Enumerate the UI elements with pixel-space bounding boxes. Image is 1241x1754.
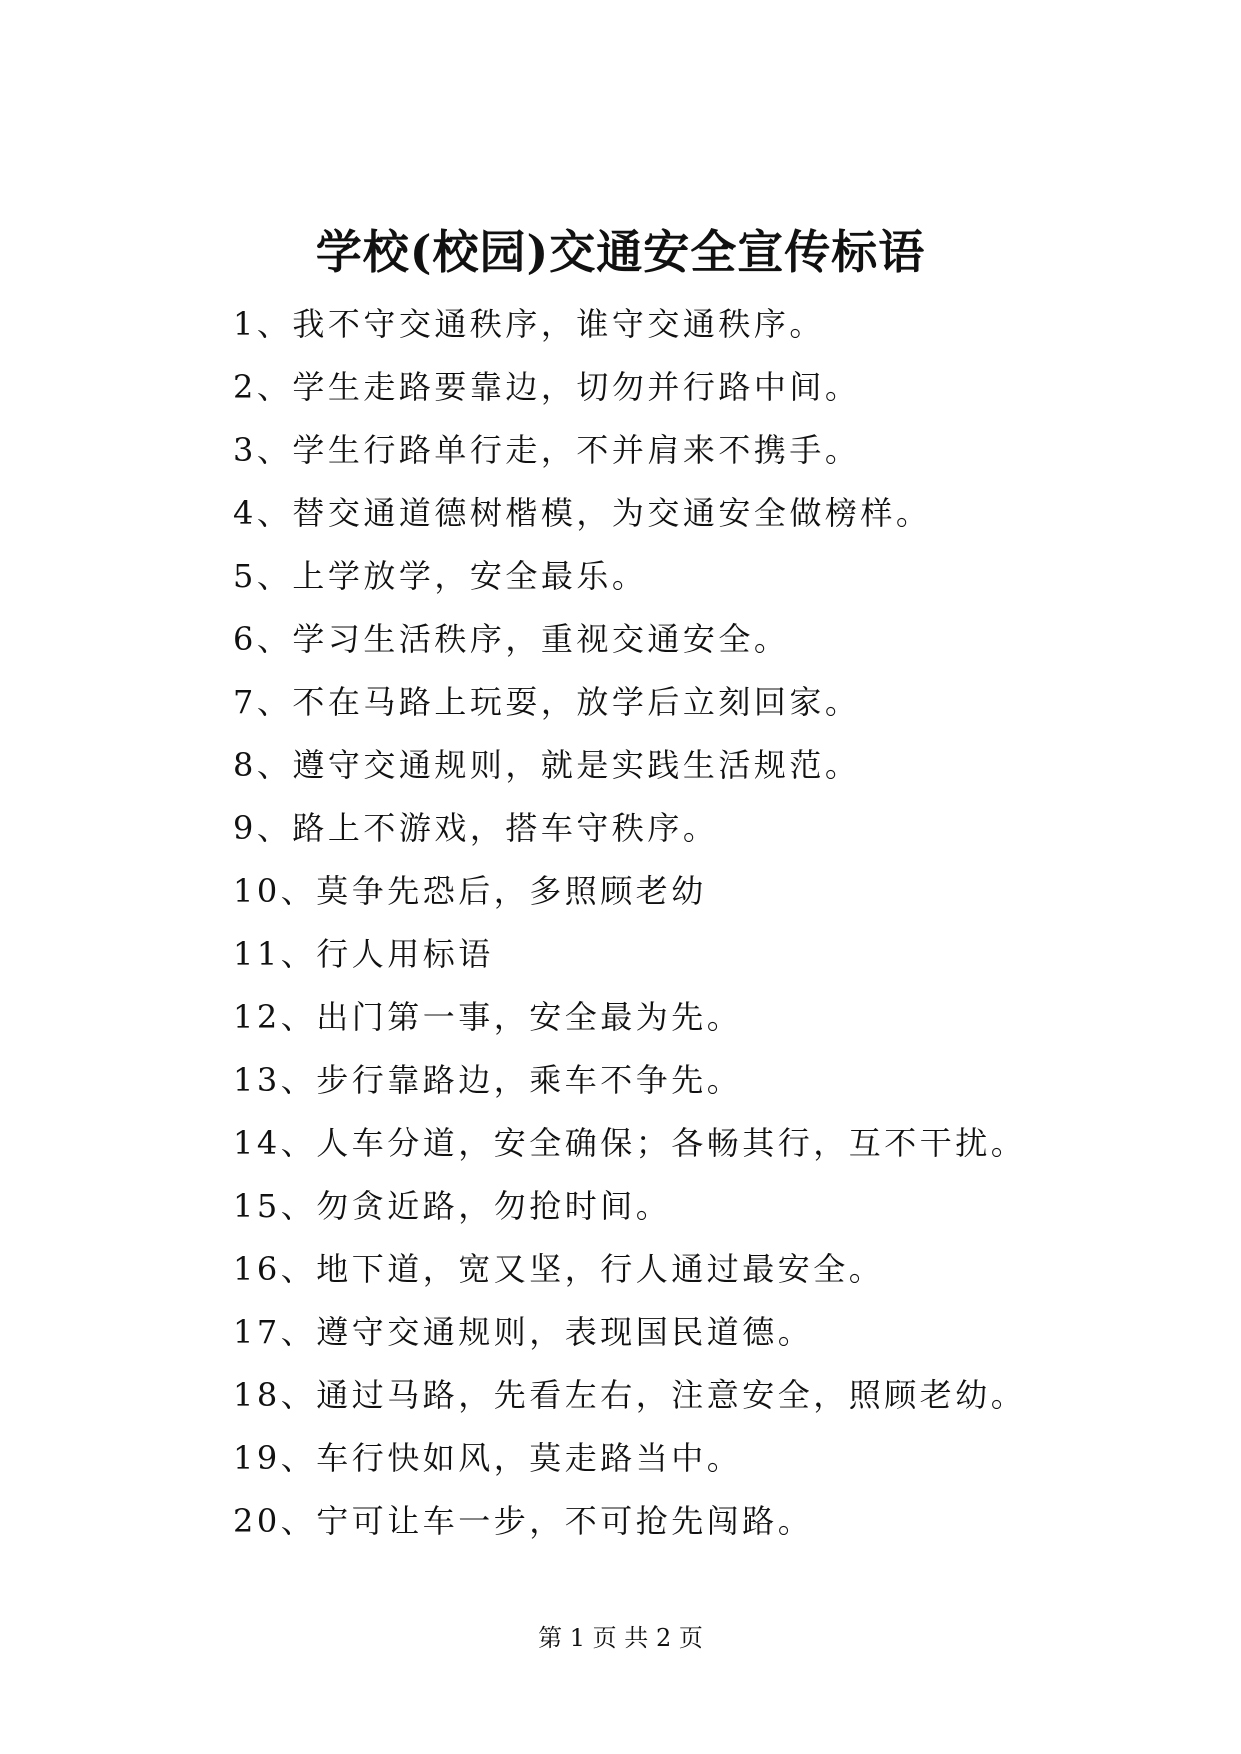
slogan-item-4: 4、替交通道德树楷模，为交通安全做榜样。 — [233, 494, 932, 532]
slogan-item-10: 10、莫争先恐后，多照顾老幼 — [233, 872, 707, 910]
slogan-item-7: 7、不在马路上玩耍，放学后立刻回家。 — [233, 683, 861, 721]
slogan-item-5: 5、上学放学，安全最乐。 — [233, 557, 648, 595]
slogan-item-11: 11、行人用标语 — [233, 935, 494, 973]
slogan-item-2: 2、学生走路要靠边，切勿并行路中间。 — [233, 368, 861, 406]
slogan-list — [233, 293, 1026, 1553]
slogan-item-18: 18、通过马路，先看左右，注意安全，照顾老幼。 — [233, 1376, 1027, 1414]
slogan-item-13: 13、步行靠路边，乘车不争先。 — [233, 1061, 743, 1099]
slogan-item-17: 17、遵守交通规则，表现国民道德。 — [233, 1313, 814, 1351]
slogan-item-3: 3、学生行路单行走，不并肩来不携手。 — [233, 431, 861, 469]
page-title: 学校(校园)交通安全宣传标语 — [315, 225, 926, 279]
slogan-item-8: 8、遵守交通规则，就是实践生活规范。 — [233, 746, 861, 784]
slogan-item-12: 12、出门第一事，安全最为先。 — [233, 998, 743, 1036]
page-number-footer: 第 1 页 共 2 页 — [538, 1624, 703, 1652]
slogan-item-14: 14、人车分道，安全确保；各畅其行，互不干扰。 — [233, 1124, 1027, 1162]
slogan-item-9: 9、路上不游戏，搭车守秩序。 — [233, 809, 719, 847]
slogan-item-1: 1、我不守交通秩序，谁守交通秩序。 — [233, 305, 825, 343]
slogan-item-16: 16、地下道，宽又坚，行人通过最安全。 — [233, 1250, 885, 1288]
slogan-item-20: 20、宁可让车一步，不可抢先闯路。 — [233, 1502, 814, 1540]
slogan-item-15: 15、勿贪近路，勿抢时间。 — [233, 1187, 672, 1225]
slogan-item-19: 19、车行快如风，莫走路当中。 — [233, 1439, 743, 1477]
slogan-item-6: 6、学习生活秩序，重视交通安全。 — [233, 620, 790, 658]
